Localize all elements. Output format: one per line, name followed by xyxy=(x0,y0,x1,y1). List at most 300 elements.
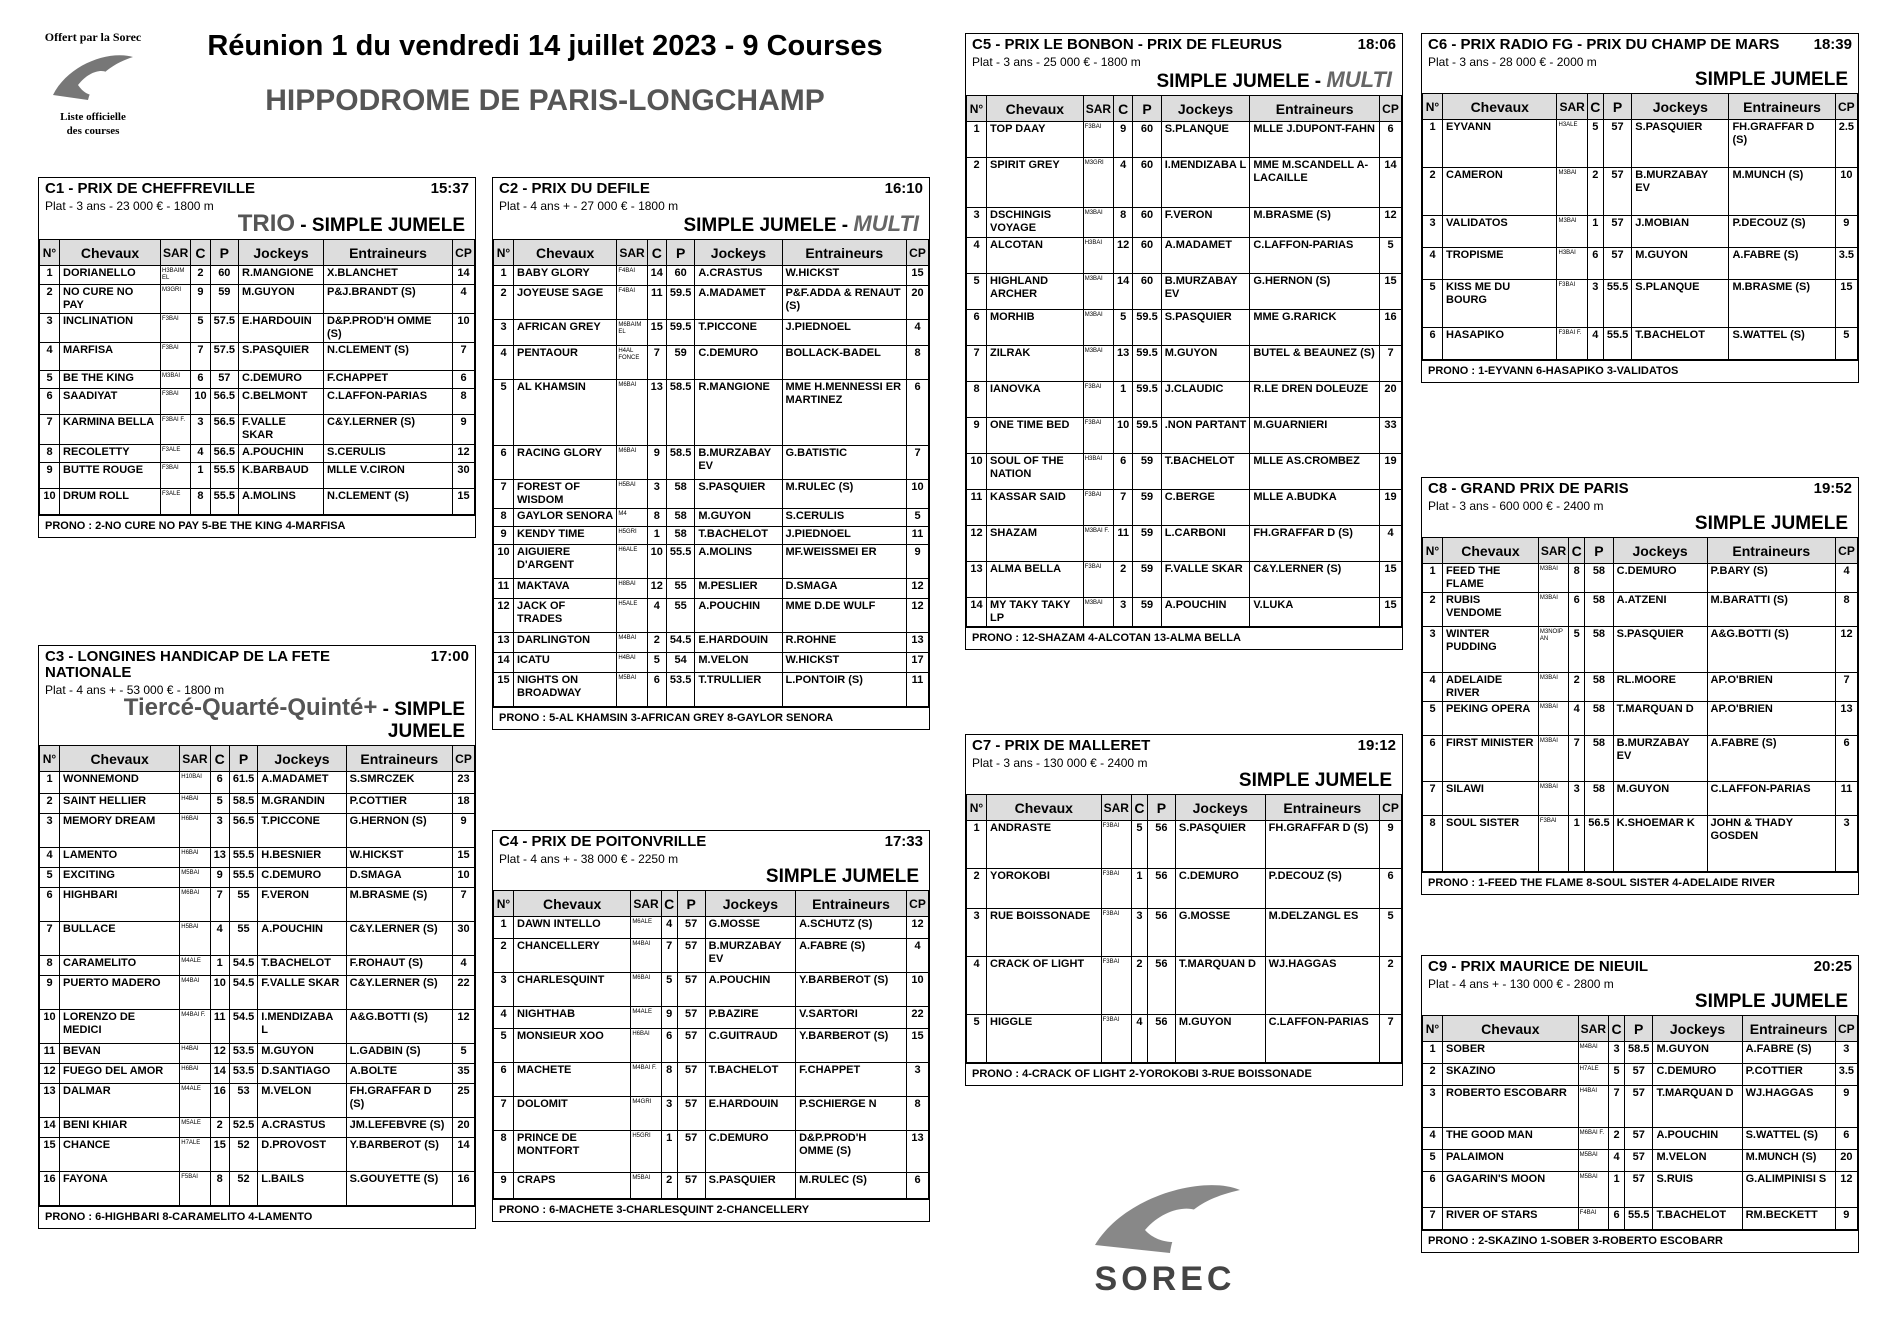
runner-odds: 8 xyxy=(907,346,929,380)
horse-name: BE THE KING xyxy=(60,371,161,389)
runner-number: 6 xyxy=(494,446,514,480)
race-card-c5 xyxy=(965,33,1403,650)
col-header-horse: Chevaux xyxy=(987,795,1102,821)
runner-draw: 11 xyxy=(1114,526,1133,562)
bet-type-label: SIMPLE JUMELE xyxy=(765,866,919,887)
runner-draw: 6 xyxy=(1114,454,1133,490)
race-prono: PRONO : 1-FEED THE FLAME 8-SOUL SISTER 4-ADELAIDE RIVER xyxy=(1422,872,1858,894)
runner-number: 2 xyxy=(1423,593,1443,627)
runner-number: 5 xyxy=(1423,702,1443,736)
col-header-trainer: Entraineurs xyxy=(1729,94,1835,120)
runner-weight: 60 xyxy=(1133,238,1161,274)
jockey-name: M.VELON xyxy=(695,653,782,673)
runner-odds: 4 xyxy=(907,939,929,973)
runner-odds: 15 xyxy=(1380,562,1402,598)
race-name: C5 - PRIX LE BONBON - PRIX DE FLEURUS xyxy=(972,36,1283,53)
runner-weight: 59 xyxy=(1133,598,1161,627)
horse-name: SAINT HELLIER xyxy=(60,794,180,814)
runner-draw: 8 xyxy=(647,509,666,527)
runner-weight: 60 xyxy=(1133,208,1161,238)
runner-weight: 58 xyxy=(1585,673,1613,702)
horse-sar: F3ALE xyxy=(161,489,191,515)
runner-row xyxy=(1423,1172,1858,1208)
runner-odds: 6 xyxy=(1380,122,1402,158)
horse-sar: F3BAI xyxy=(1083,418,1113,454)
jockey-name: C.DEMURO xyxy=(1653,1064,1742,1086)
col-header-horse: Chevaux xyxy=(987,96,1084,122)
horse-sar: H5BAI xyxy=(617,480,647,509)
horse-sar: M3BAI xyxy=(1083,310,1113,346)
runner-draw: 2 xyxy=(1114,562,1133,598)
jockey-name: M.GUYON xyxy=(1613,782,1707,816)
trainer-name: WJ.HAGGAS xyxy=(1742,1086,1835,1128)
horse-sar: M3GRI xyxy=(161,285,191,314)
horse-name: ALMA BELLA xyxy=(987,562,1084,598)
runner-row xyxy=(1423,593,1858,627)
bet-type-label: TRIO xyxy=(237,210,296,237)
jockey-name: T.PICCONE xyxy=(695,320,782,346)
runner-number: 5 xyxy=(1423,280,1443,328)
runner-weight: 59.5 xyxy=(666,320,694,346)
runner-row xyxy=(1423,702,1858,736)
horse-name: RIVER OF STARS xyxy=(1443,1208,1579,1230)
horse-name: CHARLESQUINT xyxy=(514,973,631,1007)
trainer-name: L.GADBIN (S) xyxy=(346,1044,452,1064)
trainer-name: Y.BARBEROT (S) xyxy=(796,973,907,1007)
trainer-name: MME H.MENNESSI ER MARTINEZ xyxy=(782,380,907,446)
runner-odds: 35 xyxy=(453,1064,475,1084)
runner-number: 3 xyxy=(40,314,60,343)
col-header-c: C xyxy=(1609,1016,1625,1042)
col-header-sar: SAR xyxy=(631,891,661,917)
horse-sar: H6BAI xyxy=(180,814,210,848)
horse-name: DARLINGTON xyxy=(514,633,617,653)
runner-odds: 16 xyxy=(453,1172,475,1206)
runner-row xyxy=(1423,782,1858,816)
runner-row xyxy=(494,1173,929,1199)
race-prono: PRONO : 2-NO CURE NO PAY 5-BE THE KING 4-MARFISA xyxy=(39,515,475,537)
runner-draw: 5 xyxy=(1569,627,1585,673)
bet-types xyxy=(493,866,929,890)
trainer-name: C.LAFFON-PARIAS xyxy=(1265,1015,1379,1063)
trainer-name: JM.LEFEBVRE (S) xyxy=(346,1118,452,1138)
trainer-name: W.HICKST xyxy=(346,848,452,868)
runner-odds: 9 xyxy=(453,814,475,848)
jockey-name: A.MOLINS xyxy=(695,545,782,579)
runner-draw: 15 xyxy=(210,1138,229,1172)
runner-row xyxy=(494,346,929,380)
runner-draw: 4 xyxy=(647,599,666,633)
race-info: Plat - 3 ans - 25 000 € - 1800 m xyxy=(972,55,1141,69)
runner-row xyxy=(967,346,1402,382)
runner-row xyxy=(40,285,475,314)
col-header-c: C xyxy=(661,891,677,917)
runner-number: 1 xyxy=(1423,120,1443,168)
runner-row xyxy=(1423,120,1858,168)
runner-number: 2 xyxy=(967,158,987,208)
runner-weight: 53.5 xyxy=(229,1044,257,1064)
horse-name: THE GOOD MAN xyxy=(1443,1128,1579,1150)
horse-name: KISS ME DU BOURG xyxy=(1443,280,1557,328)
trainer-name: MLLE V.CIRON xyxy=(324,463,453,489)
horse-name: MARFISA xyxy=(60,343,161,371)
col-header-num: N° xyxy=(40,746,60,772)
jockey-name: H.BESNIER xyxy=(258,848,346,868)
runner-number: 9 xyxy=(494,527,514,545)
trainer-name: S.SMRCZEK xyxy=(346,772,452,794)
trainer-name: M.MUNCH (S) xyxy=(1742,1150,1835,1172)
runner-odds: 6 xyxy=(453,371,475,389)
runner-odds: 10 xyxy=(453,314,475,343)
col-header-trainer: Entraineurs xyxy=(1250,96,1380,122)
runner-weight: 52 xyxy=(229,1172,257,1206)
horse-sar: H6BAI xyxy=(631,1029,661,1063)
runner-row xyxy=(494,633,929,653)
runner-row xyxy=(494,266,929,286)
runner-row xyxy=(40,389,475,415)
horse-name: KARMINA BELLA xyxy=(60,415,161,445)
horse-name: AFRICAN GREY xyxy=(514,320,617,346)
runner-odds: 6 xyxy=(1835,1128,1857,1150)
runner-number: 13 xyxy=(967,562,987,598)
runner-draw: 2 xyxy=(661,1173,677,1199)
runner-weight: 57 xyxy=(1603,216,1631,248)
runner-draw: 6 xyxy=(210,772,229,794)
horse-sar: F3BAI xyxy=(1101,821,1131,869)
runner-odds: 16 xyxy=(1380,310,1402,346)
horse-name: EXCITING xyxy=(60,868,180,888)
runner-number: 8 xyxy=(40,445,60,463)
horse-name: MACHETE xyxy=(514,1063,631,1097)
trainer-name: X.BLANCHET xyxy=(324,266,453,285)
runner-weight: 55.5 xyxy=(210,463,238,489)
jockey-name: A.POUCHIN xyxy=(239,445,324,463)
runner-odds: 9 xyxy=(1835,1208,1857,1230)
runner-odds: 5 xyxy=(1380,238,1402,274)
runner-weight: 55.5 xyxy=(229,868,257,888)
runner-odds: 19 xyxy=(1380,454,1402,490)
col-header-p: P xyxy=(229,746,257,772)
runner-weight: 55.5 xyxy=(1603,328,1631,360)
runner-row xyxy=(1423,816,1858,872)
runner-weight: 59.5 xyxy=(1133,346,1161,382)
runner-row xyxy=(40,371,475,389)
runner-draw: 3 xyxy=(1114,598,1133,627)
col-header-trainer: Entraineurs xyxy=(324,240,453,266)
runner-odds: 4 xyxy=(907,320,929,346)
runner-draw: 7 xyxy=(1114,490,1133,526)
runner-draw: 13 xyxy=(210,848,229,868)
jockey-name: M.GUYON xyxy=(695,509,782,527)
trainer-name: C&Y.LERNER (S) xyxy=(346,922,452,956)
race-name: C6 - PRIX RADIO FG - PRIX DU CHAMP DE MARS xyxy=(1428,36,1780,53)
runner-number: 5 xyxy=(1423,1150,1443,1172)
jockey-name: D.SANTIAGO xyxy=(258,1064,346,1084)
runner-number: 14 xyxy=(967,598,987,627)
runner-odds: 11 xyxy=(907,527,929,545)
runner-odds: 3.5 xyxy=(1835,248,1857,280)
horse-name: ANDRASTE xyxy=(987,821,1102,869)
runner-odds: 5 xyxy=(907,509,929,527)
horse-sar: F3BAI xyxy=(1083,562,1113,598)
jockey-name: A.POUCHIN xyxy=(1161,598,1250,627)
trainer-name: D&P.PROD'H OMME (S) xyxy=(796,1131,907,1173)
runner-weight: 53 xyxy=(229,1084,257,1118)
runner-odds: 6 xyxy=(1380,869,1402,909)
runner-odds: 10 xyxy=(1835,168,1857,216)
horse-sar: F3BAI xyxy=(161,314,191,343)
horse-sar: M3BAI xyxy=(1538,782,1568,816)
runner-odds: 15 xyxy=(907,1029,929,1063)
col-header-cp: CP xyxy=(453,240,475,266)
jockey-name: S.PASQUIER xyxy=(695,480,782,509)
horse-name: LORENZO DE MEDICI xyxy=(60,1010,180,1044)
runner-row xyxy=(40,343,475,371)
trainer-name: V.LUKA xyxy=(1250,598,1380,627)
horse-name: AL KHAMSIN xyxy=(514,380,617,446)
runner-number: 15 xyxy=(40,1138,60,1172)
col-header-sar: SAR xyxy=(1538,538,1568,564)
runner-odds: 5 xyxy=(1380,909,1402,957)
col-header-jockey: Jockeys xyxy=(1175,795,1265,821)
runner-draw: 11 xyxy=(210,1010,229,1044)
race-time: 18:39 xyxy=(1813,36,1852,53)
horse-sar: M6BAI xyxy=(617,446,647,480)
horse-name: DSCHINGIS VOYAGE xyxy=(987,208,1084,238)
col-header-p: P xyxy=(210,240,238,266)
col-header-p: P xyxy=(1625,1016,1653,1042)
race-name: C8 - GRAND PRIX DE PARIS xyxy=(1428,480,1629,497)
jockey-name: C.DEMURO xyxy=(1175,869,1265,909)
runner-odds: 11 xyxy=(1836,782,1858,816)
runner-weight: 56.5 xyxy=(1585,816,1613,872)
runner-number: 12 xyxy=(40,1064,60,1084)
runner-odds: 12 xyxy=(1380,208,1402,238)
horse-name: FEED THE FLAME xyxy=(1443,564,1539,593)
horse-sar: M4 xyxy=(617,509,647,527)
horse-sar: M5BAI xyxy=(180,868,210,888)
runner-row xyxy=(40,772,475,794)
runner-weight: 57 xyxy=(1625,1150,1653,1172)
runner-number: 4 xyxy=(1423,673,1443,702)
horse-sar: M3GRI xyxy=(1083,158,1113,208)
runner-draw: 2 xyxy=(1569,673,1585,702)
runner-weight: 57 xyxy=(677,1063,705,1097)
table-header-row xyxy=(494,891,929,917)
runner-draw: 7 xyxy=(661,939,677,973)
runners-table xyxy=(493,890,929,1199)
runner-number: 4 xyxy=(1423,248,1443,280)
horse-name: PEKING OPERA xyxy=(1443,702,1539,736)
runner-weight: 54.5 xyxy=(229,956,257,976)
jockey-name: M.GUYON xyxy=(258,1044,346,1064)
runner-odds: 17 xyxy=(907,653,929,673)
page-subtitle: HIPPODROME DE PARIS-LONGCHAMP xyxy=(265,84,825,117)
runner-number: 2 xyxy=(40,794,60,814)
col-header-jockey: Jockeys xyxy=(1161,96,1250,122)
jockey-name: C.DEMURO xyxy=(695,346,782,380)
runner-number: 3 xyxy=(494,973,514,1007)
horse-sar: M4ALE xyxy=(180,1084,210,1118)
runner-draw: 5 xyxy=(210,794,229,814)
horse-sar: M4BAI xyxy=(180,976,210,1010)
runner-number: 4 xyxy=(494,346,514,380)
runner-number: 1 xyxy=(40,266,60,285)
runner-weight: 59.5 xyxy=(1133,382,1161,418)
runner-number: 9 xyxy=(494,1173,514,1199)
horse-sar: H3BAI xyxy=(1083,454,1113,490)
runner-number: 2 xyxy=(40,285,60,314)
jockey-name: S.PLANQUE xyxy=(1632,280,1729,328)
runner-odds: 10 xyxy=(907,973,929,1007)
col-header-jockey: Jockeys xyxy=(705,891,795,917)
horse-sar: M3BAI xyxy=(1083,274,1113,310)
horse-name: PALAIMON xyxy=(1443,1150,1579,1172)
trainer-name: A&G.BOTTI (S) xyxy=(1707,627,1835,673)
runner-weight: 59 xyxy=(1133,562,1161,598)
runner-weight: 55.5 xyxy=(666,545,694,579)
runner-number: 6 xyxy=(1423,1172,1443,1208)
runner-row xyxy=(1423,280,1858,328)
runner-row xyxy=(40,956,475,976)
runner-number: 12 xyxy=(494,599,514,633)
runner-odds: 5 xyxy=(1835,328,1857,360)
trainer-name: C.LAFFON-PARIAS xyxy=(1707,782,1835,816)
runner-odds: 6 xyxy=(1836,736,1858,782)
runner-row xyxy=(40,888,475,922)
bet-type-label: Tiercé-Quarté-Quinté+ xyxy=(123,694,378,721)
horse-name: ICATU xyxy=(514,653,617,673)
jockey-name: J.CLAUDIC xyxy=(1161,382,1250,418)
jockey-name: F.VERON xyxy=(258,888,346,922)
col-header-jockey: Jockeys xyxy=(239,240,324,266)
runner-number: 8 xyxy=(494,509,514,527)
horse-name: SILAWI xyxy=(1443,782,1539,816)
runner-number: 4 xyxy=(967,238,987,274)
runner-odds: 9 xyxy=(453,415,475,445)
horse-sar: M3NOIP AN xyxy=(1538,627,1568,673)
runner-draw: 8 xyxy=(1569,564,1585,593)
horse-sar: M5BAI xyxy=(1578,1172,1608,1208)
runner-weight: 57 xyxy=(1603,120,1631,168)
col-header-p: P xyxy=(1603,94,1631,120)
runner-row xyxy=(494,653,929,673)
runner-weight: 59 xyxy=(1133,454,1161,490)
race-info: Plat - 3 ans - 130 000 € - 2400 m xyxy=(972,756,1148,770)
runner-odds: 6 xyxy=(907,1173,929,1199)
col-header-num: N° xyxy=(1423,94,1443,120)
horse-name: HIGGLE xyxy=(987,1015,1102,1063)
runner-row xyxy=(967,238,1402,274)
runner-draw: 11 xyxy=(647,286,666,320)
runner-odds: 30 xyxy=(453,463,475,489)
jockey-name: F.VALLE SKAR xyxy=(1161,562,1250,598)
runner-draw: 9 xyxy=(210,868,229,888)
runner-odds: 4 xyxy=(1836,564,1858,593)
runner-row xyxy=(494,673,929,707)
jockey-name: T.MARQUAN D xyxy=(1613,702,1707,736)
trainer-name: F.CHAPPET xyxy=(324,371,453,389)
col-header-sar: SAR xyxy=(1557,94,1587,120)
runner-odds: 14 xyxy=(1380,158,1402,208)
runner-row xyxy=(40,1010,475,1044)
horse-sar: F3ALE xyxy=(161,445,191,463)
runner-weight: 58 xyxy=(1585,593,1613,627)
jockey-name: R.MANGIONE xyxy=(695,380,782,446)
race-header xyxy=(493,831,929,850)
col-header-num: N° xyxy=(494,891,514,917)
horse-name: RACING GLORY xyxy=(514,446,617,480)
trainer-name: M.BRASME (S) xyxy=(346,888,452,922)
runner-draw: 5 xyxy=(1131,821,1147,869)
runner-draw: 10 xyxy=(191,389,210,415)
race-header xyxy=(966,735,1402,754)
runner-draw: 2 xyxy=(1131,957,1147,1015)
horse-sar: F3BAI xyxy=(1101,869,1131,909)
runner-weight: 60 xyxy=(210,266,238,285)
runner-draw: 7 xyxy=(191,343,210,371)
runner-draw: 9 xyxy=(191,285,210,314)
jockey-name: S.PASQUIER xyxy=(239,343,324,371)
race-info: Plat - 4 ans + - 27 000 € - 1800 m xyxy=(499,199,679,213)
race-info: Plat - 3 ans - 600 000 € - 2400 m xyxy=(1428,499,1604,513)
runner-row xyxy=(967,382,1402,418)
runner-number: 5 xyxy=(967,274,987,310)
horse-sar: H7ALE xyxy=(1578,1064,1608,1086)
horse-name: ROBERTO ESCOBARR xyxy=(1443,1086,1579,1128)
col-header-sar: SAR xyxy=(1578,1016,1608,1042)
runner-weight: 58.5 xyxy=(666,380,694,446)
jockey-name: B.MURZABAY EV xyxy=(1161,274,1250,310)
runner-row xyxy=(967,562,1402,598)
horse-sar: M3BAI xyxy=(1538,593,1568,627)
runner-row xyxy=(1423,1128,1858,1150)
runner-number: 6 xyxy=(494,1063,514,1097)
col-header-cp: CP xyxy=(1836,538,1858,564)
runner-odds: 18 xyxy=(453,794,475,814)
runner-weight: 57 xyxy=(677,917,705,939)
runner-number: 5 xyxy=(494,380,514,446)
col-header-c: C xyxy=(191,240,210,266)
horse-sar: H4BAI xyxy=(180,794,210,814)
runner-number: 14 xyxy=(40,1118,60,1138)
runner-number: 8 xyxy=(1423,816,1443,872)
runner-odds: 9 xyxy=(1380,821,1402,869)
runner-odds: 12 xyxy=(453,445,475,463)
horse-name: DAWN INTELLO xyxy=(514,917,631,939)
runner-draw: 7 xyxy=(210,888,229,922)
logo-caption-bottom2: des courses xyxy=(66,125,120,137)
horse-sar: H4BAI xyxy=(1578,1086,1608,1128)
horse-name: EYVANN xyxy=(1443,120,1557,168)
trainer-name: G.BATISTIC xyxy=(782,446,907,480)
runner-odds: 10 xyxy=(453,868,475,888)
runner-row xyxy=(967,158,1402,208)
runner-odds: 12 xyxy=(453,1010,475,1044)
trainer-name: A.FABRE (S) xyxy=(1742,1042,1835,1064)
horse-sar: H4AL FONCE xyxy=(617,346,647,380)
runner-weight: 57 xyxy=(677,973,705,1007)
col-header-num: N° xyxy=(1423,538,1443,564)
trainer-name: FH.GRAFFAR D (S) xyxy=(1729,120,1835,168)
jockey-name: T.BACHELOT xyxy=(1632,328,1729,360)
runner-weight: 56.5 xyxy=(210,415,238,445)
race-prono: PRONO : 12-SHAZAM 4-ALCOTAN 13-ALMA BELLA xyxy=(966,627,1402,649)
runner-weight: 55 xyxy=(666,599,694,633)
runner-weight: 57.5 xyxy=(210,343,238,371)
trainer-name: C&Y.LERNER (S) xyxy=(1250,562,1380,598)
runner-row xyxy=(40,1118,475,1138)
